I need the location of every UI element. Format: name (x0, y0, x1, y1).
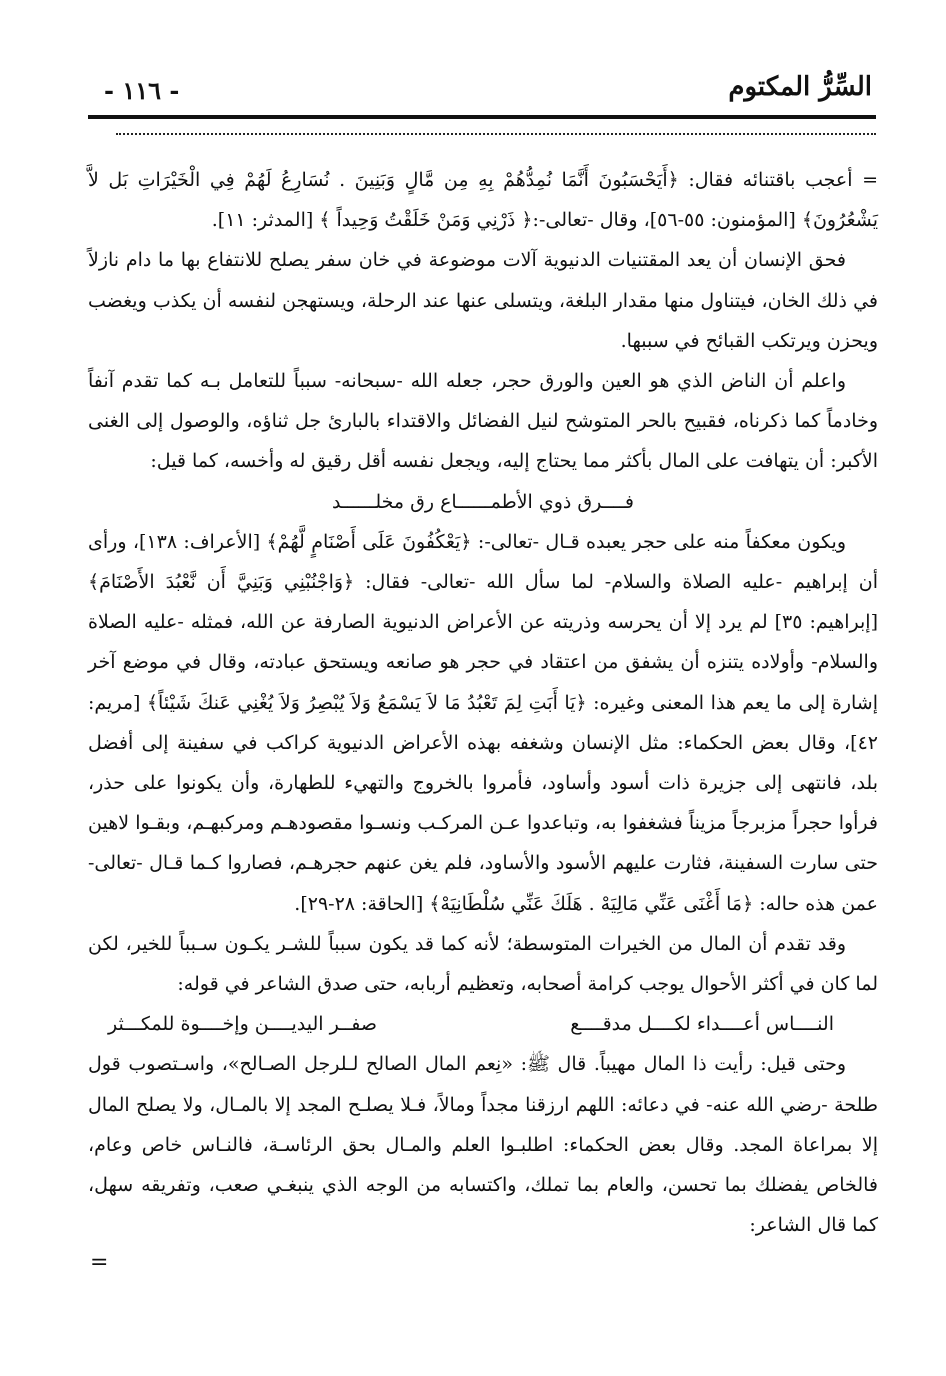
dotted-separator (116, 133, 876, 135)
continuation-mark: = (90, 1250, 109, 1275)
paragraph-4: ويكون معكفاً منه على حجر يعبده قـال -تعالى-: ﴿يَعْكُفُونَ عَلَى أَصْنَامٍ لَّهُمْ﴾ [الأعراف: ١٣٨]، ورأى أن إبراهيم -عليه الصلاة والسلام- لما سأل الله -تعالى- فقال: ﴿وَاجْنُبْنِي وَبَنِيَّ أَن نَّعْبُدَ الأَصْنَامَ﴾ [إبراهيم: ٣٥] لم يرد إلا أن يحرسه وذريته عن الأعراض الدنيوية الصارفة عن الله، فمثله -عليه الصلاة والسلام- وأولاده يتنزه أن يشفق من اعتقاد في حجر هو صانعه ويستحق عبادته، وقال في موضع آخر إشارة إلى ما يعم هذا المعنى وغيره: ﴿يَا أَبَتِ لِمَ تَعْبُدُ مَا لاَ يَسْمَعُ وَلاَ يُبْصِرُ وَلاَ يُغْنِي عَنكَ شَيْئاً﴾ [مريم: ٤٢]، وقال بعض الحكماء: مثل الإنسان وشغفه بهذه الأعراض الدنيوية كراكب في سفينة إلى أفضل بلد، فانتهى إلى جزيرة ذات أسود وأساود، فأمروا بالخروج والتهيء للطهارة، وأن يكونوا على حذر، فرأوا حجراً مزبرجاً مزيناً فشغفوا به، وتباعدوا عـن المركـب ونسـوا مقصودهـم ومركبهـم، وبقـوا لاهين حتى سارت السفينة، فثارت عليهم الأسود والأساود، فلم يغن عنهم حجرهـم، فصاروا كـما قـال -تعالى- عمن هذه حاله: ﴿مَا أَغْنَى عَنِّي مَالِيَهْ . هَلَكَ عَنِّي سُلْطَانِيَهْ﴾ [الحاقة: ٢٨-٢٩]. (88, 530, 878, 915)
page-number: - ١١٦ - (104, 76, 180, 105)
header-rule (88, 115, 876, 119)
running-title: السِّرُّ المكتوم (728, 72, 872, 102)
paragraph-6: وحتى قيل: رأيت ذا المال مهيباً. قال ﷺ: «نِعم المال الصالح لـلرجل الصـالح»، واسـتصوب قول طلحة -رضي الله عنه- في دعائه: اللهم ارزقنا مجداً ومالاً، فـلا يصلـح المجد إلا بالمـال، ولا يصلح المال إلا بمراعاة المجد. وقال بعض الحكماء: اطلبـوا العلم والمـال بحق الرئاسـة، فالنـاس خاص وعام، فالخاص يفضلك بما تحسن، والعام بما تملك، واكتسابه من الوجه الذي ينبغـي صعب، وتفريقه سهل، كما قال الشاعر: (88, 1053, 878, 1237)
verse-2-second-hemistich: صفــر اليديــــن وإخــــوة للمكـــثر (108, 1013, 377, 1036)
paragraph-3: واعلم أن الناض الذي هو العين والورق حجر، جعله الله -سبحانه- سبباً للتعامل بـه كما تقدم آنفاً وخادماً كما ذكرناه، فقبيح بالحر المتوشح لنيل الفضائل والاقتداء بالبارئ جل ثناؤه، والوصول إلى الغنى الأكبر: أن يتهافت على المال بأكثر مما يحتاج إليه، ويجعل نفسه أقل رقيق له وأخسه، كما قيل: (88, 370, 878, 473)
paragraph-5: وقد تقدم أن المال من الخيرات المتوسطة؛ لأنه كما قد يكون سبباً للشـر يكـون سـبباً للخير، لكن لما كان في أكثر الأحوال يوجب كرامة أصحابه، وتعظيم أربابه، حتى صدق الشاعر في قوله: (88, 932, 878, 996)
poem-verse-2 (88, 1004, 878, 1044)
page-header (88, 62, 876, 114)
paragraph-1: = أعجب باقتنائه فقال: ﴿أَيَحْسَبُونَ أَنَّمَا نُمِدُّهُمْ بِهِ مِن مَّالٍ وَبَنِينَ . نُسَارِعُ لَهُمْ فِي الْخَيْرَاتِ بَل لاَّ يَشْعُرُونَ﴾ [المؤمنون: ٥٥-٥٦]، وقال -تعالى-:﴿ ذَرْنِي وَمَنْ خَلَقْتُ وَحِيداً ﴾ [المدثر: ١١]. (88, 169, 878, 232)
poem-verse-1: فــــرق ذوي الأطمــــــاع رق مخلــــــد (331, 490, 634, 513)
paragraph-2: فحق الإنسان أن يعد المقتنيات الدنيوية آلات موضوعة في خان سفر يصلح للانتفاع بها ما دام نازلاً في ذلك الخان، فيتناول منها مقدار البلغة، ويتسلى عنها عند الرحلة، ويستهجن لنفسه أن يكذب ويغضب ويحزن ويرتكب القبائح في سببها. (88, 249, 878, 352)
page-body (88, 160, 878, 1245)
verse-2-first-hemistich: النــــاس أعــــداء لكــــل مدقــــع (570, 1013, 834, 1036)
